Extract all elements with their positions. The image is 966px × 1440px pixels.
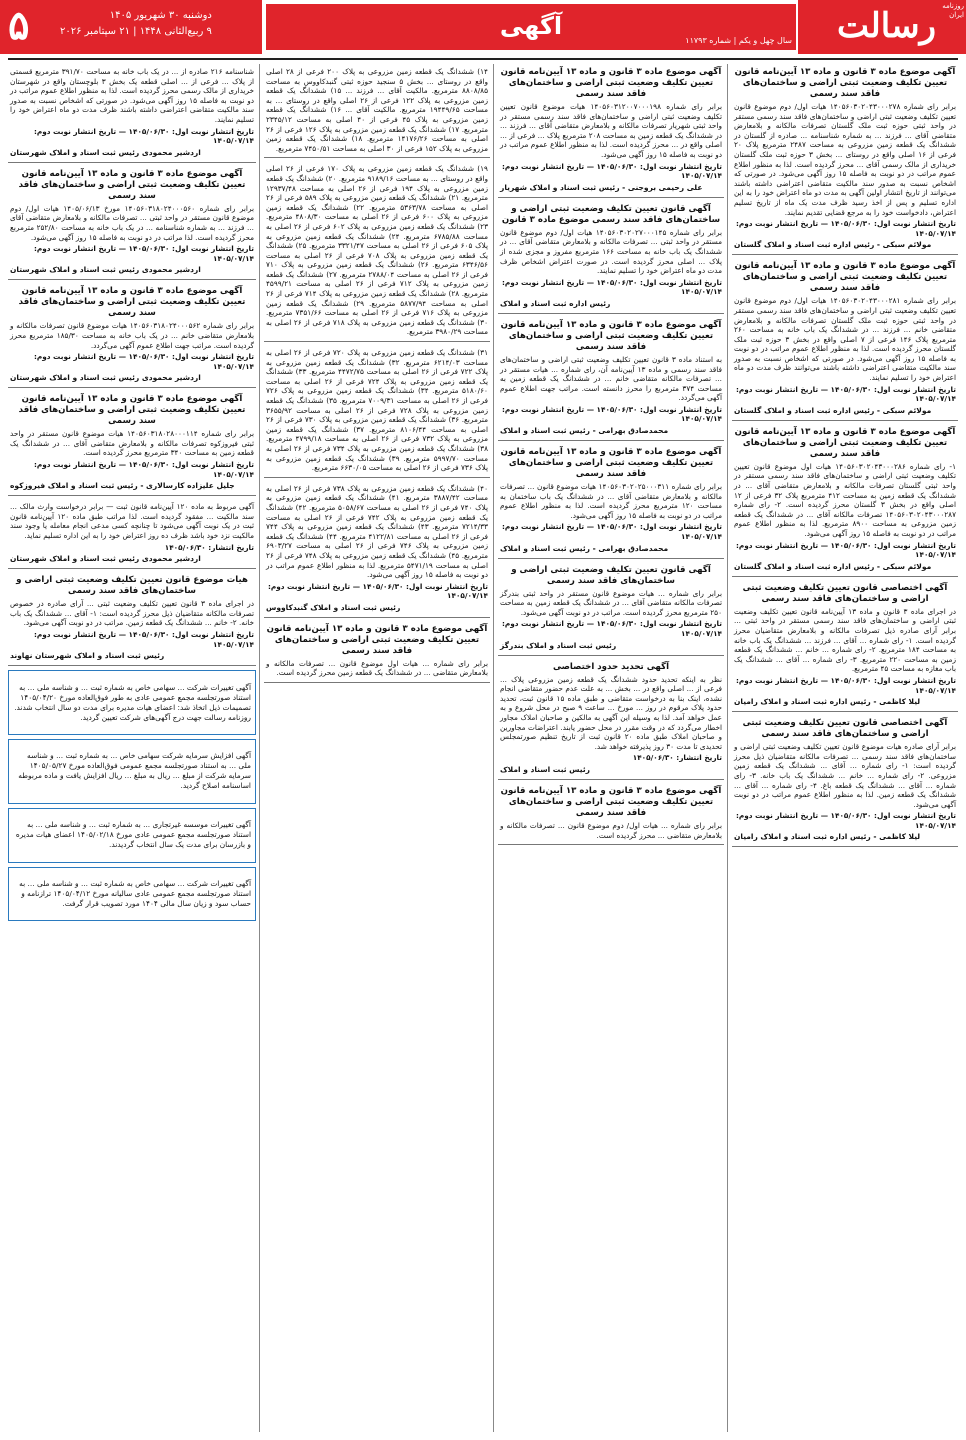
- notice-signature: رئیس ثبت اسناد و املاک: [500, 764, 590, 774]
- legal-notice: [264, 161, 490, 342]
- notice-body: نظر به اینکه تحدید حدود ششدانگ یک قطعه زمین مزروعی پلاک ... فرعی از ... اصلی واقع در ... بخش ... به علت عدم حضور متقاضی انجام نشده، اینک بنا به درخواست متقاضی و طبق ماده ۱۵ قانون ثبت، تحدید حدود پلاک مرقوم در روز ... مورخ ... ساعت ۹ صبح در محل شروع و به عمل خواهد آمد. لذا به وسیله این آگهی به مالکین و صاحبان املاک مجاور اخطار می‌گردد که در وقت مقرر در محل حضور یابند. اعتراضات مجاورین و صاحبان املاک طبق ماده ۲۰ قانون ثبت از تاریخ تنظیم صورتمجلس تحدیدی تا مدت ۳۰ روز پذیرفته خواهد شد.: [500, 674, 722, 751]
- year-issue: سال چهل و یکم | شماره ۱۱۷۹۳: [685, 36, 792, 45]
- notice-dates: تاریخ انتشار نوبت اول: ۱۴۰۵/۰۶/۳۰ — تاریخ انتشار نوبت دوم: ۱۴۰۵/۰۷/۱۴: [267, 581, 488, 601]
- legal-notice: [498, 444, 724, 559]
- notice-title: آگهی موضوع ماده ۳ قانون و ماده ۱۳ آیین‌نامه قانون تعیین تکلیف وضعیت ثبتی اراضی و ساختمان‌های فاقد سند رسمی: [266, 623, 488, 656]
- company-notice-box: [8, 670, 256, 735]
- notice-body: برابر رای شماره ... هیات اول موضوع قانون ... تصرفات مالکانه و بلامعارض متقاضی ... در ششدانگ یک قطعه زمین محرز گردیده است.: [266, 658, 488, 678]
- legal-notice: [498, 562, 724, 656]
- notice-body: برابر رای شماره ۱۴۰۵۶۰۳۱۸۰۲۸۰۰۰۱۱۴ هیات موضوع قانون مستقر در واحد ثبتی فیروزکوه تصرفات مالکانه و بلامعارض متقاضی آقای ... در ششدانگ یک قطعه زمین به مساحت ۳۴۰ مترمربع محرز گردیده است.: [10, 429, 255, 458]
- notice-body: در اجرای ماده ۳ قانون تعیین تکلیف وضعیت ثبتی ... آرای صادره در خصوص تصرفات مالکانه متقاضیان ذیل محرز گردیده است: ۱- آقای ... ششدانگ یک باب خانه. ۲- خانم ... ششدانگ یک قطعه زمین. مراتب در دو نوبت آگهی می‌شود.: [10, 599, 254, 628]
- notice-signature: مولائم سبکی - رئیس اداره ثبت اسناد و املاک گلستان: [734, 405, 932, 415]
- company-notice-box: [8, 739, 256, 804]
- notice-dates: تاریخ انتشار نوبت اول: ۱۴۰۵/۰۶/۳۰ — تاریخ انتشار نوبت دوم: ۱۴۰۵/۰۷/۱۴: [501, 522, 722, 542]
- legal-notice: [264, 481, 490, 618]
- issue-info-block: [0, 0, 262, 54]
- notice-title: آگهی موضوع ماده ۳ قانون و ماده ۱۳ آیین‌نامه قانون تعیین تکلیف وضعیت ثبتی اراضی و ساختمان‌های فاقد سند رسمی: [500, 319, 722, 352]
- legal-notice: [498, 317, 724, 441]
- notice-body: ۳۱) ششدانگ یک قطعه زمین مزروعی به پلاک ۷۲۰ فرعی از ۲۶ اصلی به مساحت ۶۲۱۴/۰۳ مترمربع. ۳۲) ششدانگ یک قطعه زمین مزروعی به پلاک ۷۲۲ فرعی از ۲۶ اصلی به مساحت ۴۴۷۲/۷۵ مترمربع. ۳۳) ششدانگ یک قطعه زمین مزروعی به پلاک ۷۲۴ فرعی از ۲۶ اصلی به مساحت ۵۱۸۰/۶۰ مترمربع. ۳۴) ششدانگ یک قطعه زمین مزروعی به پلاک ۷۲۶ فرعی از ۲۶ اصلی به مساحت ۷۰۰۹/۳۱ مترمربع. ۳۵) ششدانگ یک قطعه زمین مزروعی به پلاک ۷۲۸ فرعی از ۲۶ اصلی به مساحت ۳۶۵۵/۹۲ مترمربع. ۳۶) ششدانگ یک قطعه زمین مزروعی به پلاک ۷۳۰ فرعی از ۲۶ اصلی به مساحت ۸۱۰۶/۴۴ مترمربع. ۳۷) ششدانگ یک قطعه زمین مزروعی به پلاک ۷۳۲ فرعی از ۲۶ اصلی به مساحت ۴۷۹۹/۱۸ مترمربع. ۳۸) ششدانگ یک قطعه زمین مزروعی به پلاک ۷۳۴ فرعی از ۲۶ اصلی به مساحت ۵۹۹۷/۷۰ مترمربع. ۳۹) ششدانگ یک قطعه زمین مزروعی به پلاک ۷۳۶ فرعی از ۲۶ اصلی به مساحت ۶۶۳۰/۰۵ مترمربع.: [266, 348, 489, 473]
- notice-dates: تاریخ انتشار: ۱۴۰۵/۰۶/۳۰: [632, 753, 722, 763]
- legal-notice: [264, 64, 490, 158]
- notice-body: برابر رای شماره ۱۴۰۵۶۰۳۱۲۰۰۷۰۰۰۱۹۸ هیات موضوع قانون تعیین تکلیف وضعیت ثبتی اراضی و ساختمان‌های فاقد سند رسمی مستقر در واحد ثبتی شهریار تصرفات مالکانه و بلامعارض متقاضی آقای ... فرزند ... در ششدانگ یک قطعه زمین به مساحت ۲۰۸ مترمربع پلاک ... فرعی از ... اصلی واقع در ... محرز گردیده است. لذا به منظور اطلاع عموم مراتب در دو نوبت به فاصله ۱۵ روز آگهی می‌شود.: [500, 102, 722, 159]
- logo-small-2: ایران: [949, 11, 964, 19]
- company-notice-box: [8, 867, 256, 922]
- notice-body: شناسنامه ۲۱۶ صادره از ... در یک باب خانه به مساحت ۳۹۱/۷۰ مترمربع قسمتی از پلاک ... فرعی از ... اصلی قطعه یک بخش ۳ بلوچستان واقع در شهرستان خریداری از مالک رسمی محرز گردیده است. لذا به منظور اطلاع عموم مراتب در دو نوبت به فاصله ۱۵ روز آگهی می‌شود. در صورتی که اشخاص نسبت به صدور سند مالکیت متقاضی اعتراضی داشته باشند ظرف مدت دو ماه اعتراض خود را تسلیم نمایند.: [10, 67, 255, 124]
- notice-body: برابر رای شماره ... هیات اول/ دوم موضوع قانون ... تصرفات مالکانه و بلامعارض متقاضی ... محرز گردیده است.: [500, 820, 722, 840]
- legal-notice: [8, 283, 256, 388]
- legal-notice: [732, 424, 958, 577]
- notice-title: آگهی موضوع ماده ۳ قانون و ماده ۱۳ آیین‌نامه قانون تعیین تکلیف وضعیت ثبتی اراضی و ساختمان‌های فاقد سند رسمی: [500, 447, 722, 480]
- notice-body: ۱۹) ششدانگ یک قطعه زمین مزروعی به پلاک ۱۷۰ فرعی از ۲۶ اصلی واقع در روستای ... به مساحت ۹۱۸۹/۱۶ مترمربع. ۲۰) ششدانگ یک قطعه زمین مزروعی به پلاک ۱۹۴ فرعی از ۲۶ اصلی به مساحت ۱۲۹۳۷/۴۸ مترمربع. ۲۱) ششدانگ یک قطعه زمین مزروعی به پلاک ۵۸۹ فرعی از ۲۶ اصلی به مساحت ۵۳۶۳/۷۸ مترمربع. ۲۲) ششدانگ یک قطعه زمین مزروعی به پلاک ۶۰۰ فرعی از ۲۶ اصلی به مساحت ۴۸۰۸/۳۰ مترمربع. ۲۳) ششدانگ یک قطعه زمین مزروعی به پلاک ۶۰۲ فرعی از ۲۶ اصلی به مساحت ۶۷۸۵/۸۸ مترمربع. ۲۴) ششدانگ یک قطعه زمین مزروعی به پلاک ۶۰۵ فرعی از ۲۶ اصلی به مساحت ۳۳۲۱/۴۷ مترمربع. ۲۵) ششدانگ یک قطعه زمین مزروعی به پلاک ۷۰۸ فرعی از ۲۶ اصلی به مساحت ۶۳۴۶/۵۶ مترمربع. ۲۶) ششدانگ یک قطعه زمین مزروعی به پلاک ۷۱۰ فرعی از ۲۶ اصلی به مساحت ۲۷۸۸/۰۴ مترمربع. ۲۷) ششدانگ یک قطعه زمین مزروعی به پلاک ۷۱۲ فرعی از ۲۶ اصلی به مساحت ۴۵۹۹/۲۱ مترمربع. ۲۸) ششدانگ یک قطعه زمین مزروعی به پلاک ۷۱۴ فرعی از ۲۶ اصلی به مساحت ۵۸۷۷/۹۴ مترمربع. ۲۹) ششدانگ یک قطعه زمین مزروعی به پلاک ۷۱۶ فرعی از ۲۶ اصلی به مساحت ۷۳۵۱/۶۶ مترمربع. ۳۰) ششدانگ یک قطعه زمین مزروعی به پلاک ۷۱۸ فرعی از ۲۶ اصلی به مساحت ۳۹۸۰/۲۹ مترمربع.: [266, 164, 489, 337]
- notice-body: برابر رای شماره ۱۴۰۵۶۰۳۰۲۰۴۳۰۰۰۲۷۸ هیات اول/ دوم موضوع قانون تعیین تکلیف وضعیت ثبتی اراضی و ساختمان‌های فاقد سند رسمی مستقر در واحد ثبتی حوزه ثبت ملک گلستان تصرفات مالکانه و بلامعارض متقاضی آقای ... فرزند ... به شماره شناسنامه ... صادره از گلستان در ششدانگ یک قطعه زمین مزروعی به مساحت ۲۴۸۷ مترمربع پلاک ۲۰ فرعی از ۱۶ اصلی واقع در روستای ... بخش ۳ حوزه ثبت ملک گلستان خریداری از مالک رسمی آقای ... محرز گردیده است. لذا به منظور اطلاع عموم مراتب در دو نوبت به فاصله ۱۵ روز آگهی می‌شود. در صورتی که اشخاص نسبت به صدور سند مالکیت متقاضی اعتراضی داشته باشند می‌توانند از تاریخ انتشار اولین آگهی به مدت دو ماه اعتراض خود را به این اداره تسلیم و پس از اخذ رسید ظرف مدت یک ماه از تاریخ تسلیم اعتراض، دادخواست خود را به مرجع قضایی تقدیم نمایند.: [734, 102, 957, 217]
- notice-body: برابر رای شماره ۱۴۰۵۶۰۳۰۲۰۲۷۰۰۰۱۴۵ هیات اول/ دوم موضوع قانون مستقر در واحد ثبتی ... تصرفات مالکانه و بلامعارض متقاضی آقای ... در ششدانگ یک باب خانه به مساحت ۱۶۶ مترمربع مفروز و مجزی شده از پلاک ... اصلی محرز گردیده است. در صورت اعتراض اشخاص ظرف مدت دو ماه اعتراض خود را تسلیم نمایند.: [500, 227, 723, 276]
- notice-signature: رئیس اداره ثبت اسناد و املاک: [500, 298, 611, 308]
- notice-signature: اردشیر محمودی رئیس ثبت اسناد و املاک شهرستان: [10, 373, 201, 383]
- notice-dates: تاریخ انتشار نوبت اول: ۱۴۰۵/۰۶/۳۰ — تاریخ انتشار نوبت دوم: ۱۴۰۵/۰۷/۱۴: [501, 161, 722, 181]
- company-notice-box: [8, 808, 256, 863]
- notice-signature: لیلا کاظمی - رئیس اداره ثبت اسناد و املاک رامیان: [734, 832, 921, 842]
- notice-title: آگهی موضوع ماده ۳ قانون و ماده ۱۳ آیین‌نامه قانون تعیین تکلیف وضعیت ثبتی اراضی و ساختمان‌های فاقد سند رسمی: [18, 286, 246, 319]
- notice-signature: مولائم سبکی - رئیس اداره ثبت اسناد و املاک گلستان: [734, 561, 932, 571]
- notice-dates: تاریخ انتشار نوبت اول: ۱۴۰۵/۰۶/۳۰ — تاریخ انتشار نوبت دوم: ۱۴۰۵/۰۷/۱۴: [735, 219, 956, 238]
- column-2: [498, 64, 724, 1432]
- company-notice-text: آگهی تغییرات موسسه غیرتجاری ... به شماره ثبت ... و شناسه ملی ... به استناد صورتجلسه مجمع عمومی عادی مورخ ۱۴۰۵/۰۲/۱۸ اعضای هیات مدیره و بازرسان برای مدت یک سال انتخاب گردیدند.: [15, 820, 251, 850]
- notice-body: برابر رای شماره ۱۴۰۵۶۰۳۰۲۰۲۵۰۰۰۳۱۱ هیات موضوع قانون ... تصرفات مالکانه و بلامعارض متقاضی آقای ... در ششدانگ یک باب ساختمان به مساحت ۱۲۰ مترمربع محرز گردیده است. لذا به منظور اطلاع عموم مراتب در دو نوبت به فاصله ۱۵ روز آگهی می‌شود.: [500, 482, 722, 520]
- notice-dates: تاریخ انتشار نوبت اول: ۱۴۰۵/۰۶/۳۰ — تاریخ انتشار نوبت دوم: ۱۴۰۵/۰۷/۱۴: [735, 384, 956, 404]
- newspaper-logo: رسالت: [836, 6, 936, 46]
- notice-signature: اردشیر محمودی رئیس ثبت اسناد و املاک شهرستان: [10, 265, 201, 275]
- legal-notice: [8, 391, 256, 496]
- notice-dates: تاریخ انتشار نوبت اول: ۱۴۰۵/۰۶/۳۰ — تاریخ انتشار نوبت دوم: ۱۴۰۵/۰۷/۱۴: [33, 244, 254, 263]
- notice-body: ۴۰) ششدانگ یک قطعه زمین مزروعی به پلاک ۷۳۸ فرعی از ۲۶ اصلی به مساحت ۳۸۸۷/۴۲ مترمربع. ۴۱) ششدانگ یک قطعه زمین مزروعی به پلاک ۷۴۰ فرعی از ۲۶ اصلی به مساحت ۵۰۵۸/۶۷ مترمربع. ۴۲) ششدانگ یک قطعه زمین مزروعی به پلاک ۷۴۲ فرعی از ۲۶ اصلی به مساحت ۷۲۱۴/۳۳ مترمربع. ۴۳) ششدانگ یک قطعه زمین مزروعی به پلاک ۷۴۴ فرعی از ۲۶ اصلی به مساحت ۴۱۲۲/۸۱ مترمربع. ۴۴) ششدانگ یک قطعه زمین مزروعی به پلاک ۷۴۶ فرعی از ۲۶ اصلی به مساحت ۶۹۰۳/۲۷ مترمربع. ۴۵) ششدانگ یک قطعه زمین مزروعی به پلاک ۷۴۸ فرعی از ۲۶ اصلی به مساحت ۵۴۷۱/۱۹ مترمربع. لذا به منظور اطلاع عموم مراتب در دو نوبت به فاصله ۱۵ روز آگهی می‌شود.: [266, 483, 489, 580]
- column-1: [732, 64, 958, 1432]
- notice-body: برابر رای شماره ۱۴۰۵۶۰۳۱۸۰۲۴۰۰۰۵۶۲ هیات موضوع قانون تصرفات مالکانه و بلامعارض متقاضی خانم ... در یک باب خانه به مساحت ۱۸۵/۳۰ مترمربع محرز گردیده است. مراتب جهت اطلاع عموم آگهی می‌گردد.: [10, 321, 255, 350]
- issue-dates: [60, 8, 212, 40]
- notice-title: آگهی اختصاصی قانون تعیین تکلیف وضعیت ثبتی اراضی و ساختمان‌های فاقد سند رسمی: [742, 582, 948, 604]
- notice-title: آگهی قانون تعیین تکلیف وضعیت ثبتی اراضی و ساختمان‌های فاقد سند رسمی موضوع ماده ۳ قانون: [501, 203, 721, 225]
- column-4: [8, 64, 256, 1432]
- notice-signature: رئیس ثبت اسناد و املاک گنبدکاووس: [266, 602, 401, 612]
- column-3: [264, 64, 490, 1432]
- column-divider: [259, 64, 260, 1432]
- notice-signature: اردشیر محمودی رئیس ثبت اسناد و املاک شهرستان: [10, 147, 201, 157]
- notice-signature: اردشیر محمودی رئیس ثبت اسناد و املاک شهرستان: [10, 554, 201, 564]
- notice-signature: محمدصادق بهرامی - رئیس ثبت اسناد و املاک: [500, 426, 669, 436]
- logo-small-1: روزنامه: [942, 2, 964, 10]
- notice-signature: مولائم سبکی - رئیس اداره ثبت اسناد و املاک گلستان: [734, 240, 932, 250]
- notice-body: آگهی مربوط به ماده ۱۲۰ آیین‌نامه قانون ثبت — برابر درخواست وارث مالک ... سند مالکیت ... مفقود گردیده است. لذا مراتب طبق ماده ۱۲۰ آیین‌نامه قانون ثبت در یک نوبت آگهی می‌شود تا چنانچه کسی مدعی انجام معامله یا وجود سند مالکیت نزد خود باشد ظرف ده روز اعتراض خود را به این اداره تسلیم نماید.: [10, 502, 254, 541]
- notice-body: به استناد ماده ۳ قانون تعیین تکلیف وضعیت ثبتی اراضی و ساختمان‌های فاقد سند رسمی و ماده ۱۳ آیین‌نامه آن، رای شماره ... هیات مستقر در ... تصرفات مالکانه متقاضی خانم ... در ششدانگ یک قطعه زمین به مساحت ۳۷۴ مترمربع را محرز دانسته است. مراتب جهت اطلاع عموم آگهی می‌گردد.: [500, 354, 723, 403]
- notice-title: آگهی موضوع ماده ۳ قانون و ماده ۱۳ آیین‌نامه قانون تعیین تکلیف وضعیت ثبتی اراضی و ساختمان‌های فاقد سند رسمی: [18, 168, 246, 201]
- notice-title: آگهی اختصاصی قانون تعیین تکلیف وضعیت ثبتی اراضی و ساختمان‌های فاقد سند رسمی: [742, 718, 948, 740]
- notice-dates: تاریخ انتشار نوبت اول: ۱۴۰۵/۰۶/۳۰ — تاریخ انتشار نوبت دوم: ۱۴۰۵/۰۷/۱۴: [33, 460, 254, 479]
- ad-columns: [8, 64, 958, 1432]
- notice-title: آگهی موضوع ماده ۳ قانون و ماده ۱۳ آیین‌نامه قانون تعیین تکلیف وضعیت ثبتی اراضی و ساختمان‌های فاقد سند رسمی: [734, 261, 956, 294]
- notice-signature: محمدصادق بهرامی - رئیس ثبت اسناد و املاک: [500, 543, 669, 553]
- notice-dates: تاریخ انتشار: ۱۴۰۵/۰۶/۳۰: [164, 542, 254, 552]
- legal-notice: [8, 572, 256, 666]
- legal-notice: [732, 580, 958, 712]
- section-title: آگهی: [499, 12, 563, 40]
- masthead-rule: [8, 58, 958, 60]
- legal-notice: [732, 64, 958, 255]
- company-notice-text: آگهی تغییرات شرکت ... سهامی خاص به شماره ثبت ... و شناسه ملی ... به استناد صورتجلسه مجمع عمومی عادی به طور فوق‌العاده مورخ ۱۴۰۵/۰۴/۲۰ تصمیمات ذیل اتخاذ شد: اعضای هیات مدیره برای مدت دو سال انتخاب شدند. روزنامه رسالت جهت درج آگهی‌های شرکت تعیین گردید.: [14, 682, 251, 722]
- notice-dates: تاریخ انتشار نوبت اول: ۱۴۰۵/۰۶/۳۰ — تاریخ انتشار نوبت دوم: ۱۴۰۵/۰۷/۱۴: [33, 630, 254, 649]
- notice-body: برابر رای شماره ... هیات موضوع قانون مستقر در واحد ثبتی بندرگز تصرفات مالکانه متقاضی آقای ... در ششدانگ یک قطعه زمین به مساحت ۲۵۰ مترمربع محرز گردیده است. مراتب در دو نوبت آگهی می‌شود.: [500, 588, 722, 617]
- notice-title: هیات موضوع قانون تعیین تکلیف وضعیت ثبتی اراضی و ساختمان‌های فاقد سند رسمی: [16, 575, 248, 597]
- column-divider: [727, 64, 728, 1432]
- notice-body: ۱۴) ششدانگ یک قطعه زمین مزروعی به پلاک ۲۰۰ فرعی از ۲۸ اصلی واقع در روستای ... بخش ۵ سنجید حوزه ثبتی گنبدکاووس به مساحت ۸۸۰۸/۸۵ مترمربع. مالکیت آقای ... فرزند ... ۱۵) ششدانگ یک قطعه زمین مزروعی به پلاک ۱۲۲ فرعی از ۲۶ اصلی واقع در روستای ... به مساحت ۱۹۴۴۹/۶۵ مترمربع. مالکیت آقای ... ۱۶) ششدانگ یک قطعه زمین مزروعی به پلاک ۴۵ فرعی از ۴۰ اصلی به مساحت ۲۳۴۵/۱۲ مترمربع. ۱۷) ششدانگ یک قطعه زمین مزروعی به پلاک ۱۲۶ فرعی از ۲۶ اصلی به مساحت ۱۴۱۷۶/۲۶ مترمربع. ۱۸) ششدانگ یک قطعه زمین مزروعی به پلاک ۱۵۲ فرعی از ۳۰ اصلی به مساحت ۷۴۵۰/۵۱ مترمربع.: [266, 67, 488, 153]
- notice-body: برابر رای شماره ۱۴۰۵۶۰۳۰۲۰۴۳۰۰۰۲۸۱ هیات اول/ دوم موضوع قانون تعیین تکلیف وضعیت ثبتی اراضی و ساختمان‌های فاقد سند رسمی مستقر در واحد ثبتی حوزه ثبت ملک گلستان تصرفات مالکانه و بلامعارض متقاضی خانم ... فرزند ... در ششدانگ یک باب خانه به مساحت ۲۶۰ مترمربع پلاک ۱۴۶ فرعی از ۷ اصلی واقع در بخش ۳ حوزه ثبت ملک گلستان محرز گردیده است. لذا به منظور اطلاع عموم مراتب در دو نوبت به فاصله ۱۵ روز آگهی می‌شود. در صورتی که اشخاص نسبت به صدور سند مالکیت متقاضی اعتراضی داشته باشند می‌توانند ظرف مدت دو ماه اعتراض خود را تسلیم نمایند.: [734, 296, 957, 383]
- legal-notice: [8, 499, 256, 569]
- legal-notice: [498, 64, 724, 198]
- notice-dates: تاریخ انتشار نوبت اول: ۱۴۰۵/۰۶/۳۰ — تاریخ انتشار نوبت دوم: ۱۴۰۵/۰۷/۱۴: [33, 126, 254, 146]
- notice-dates: تاریخ انتشار نوبت اول: ۱۴۰۵/۰۶/۳۰ — تاریخ انتشار نوبت دوم: ۱۴۰۵/۰۷/۱۴: [735, 675, 956, 695]
- company-notice-text: آگهی تغییرات شرکت ... سهامی خاص به شماره ثبت ... و شناسه ملی ... به استناد صورتجلسه مجمع عمومی عادی سالیانه مورخ ۱۴۰۵/۰۴/۱۲ ترازنامه و حساب سود و زیان سال مالی ۱۴۰۴ مورد تصویب قرار گرفت.: [19, 878, 251, 908]
- notice-signature: لیلا کاظمی - رئیس اداره ثبت اسناد و املاک رامیان: [734, 697, 921, 707]
- date-persian: دوشنبه ۳۰ شهریور ۱۴۰۵: [109, 10, 212, 21]
- notice-title: آگهی موضوع ماده ۳ قانون و ماده ۱۳ آیین‌نامه قانون تعیین تکلیف وضعیت ثبتی اراضی و ساختمان‌های فاقد سند رسمی: [734, 426, 956, 459]
- notice-signature: رئیس ثبت اسناد و املاک شهرستان نهاوند: [10, 651, 165, 661]
- legal-notice: [8, 166, 256, 281]
- legal-notice: [264, 345, 490, 478]
- notice-title: آگهی قانون تعیین تکلیف وضعیت ثبتی اراضی و ساختمان‌های فاقد سند رسمی: [511, 564, 711, 586]
- legal-notice: [264, 621, 490, 683]
- date-hijri-gregorian: ۹ ربیع‌الثانی ۱۴۴۸ | ۲۱ سپتامبر ۲۰۲۶: [60, 26, 212, 37]
- notice-dates: تاریخ انتشار نوبت اول: ۱۴۰۵/۰۶/۳۰ — تاریخ انتشار نوبت دوم: ۱۴۰۵/۰۷/۱۴: [735, 811, 956, 830]
- legal-notice: [498, 783, 724, 845]
- notice-body: برابر رای شماره ۱۴۰۵۶۰۳۱۸۰۲۴۰۰۰۵۶۰ مورخ ۱۴۰۵/۰۶/۱۳ هیات اول/ دوم موضوع قانون مستقر در واحد ثبتی ... تصرفات مالکانه و بلامعارض متقاضی آقای ... فرزند ... به شماره شناسنامه ... در یک باب خانه به مساحت ۲۵۲/۸۰ مترمربع محرز گردیده است. لذا مراتب در دو نوبت به فاصله ۱۵ روز آگهی می‌شود.: [10, 203, 255, 242]
- company-notice-text: آگهی افزایش سرمایه شرکت سهامی خاص ... به شماره ثبت ... و شناسه ملی ... به استناد صورتجلسه مجمع عمومی فوق‌العاده مورخ ۱۴۰۵/۰۵/۲۷ سرمایه شرکت از مبلغ ... ریال به مبلغ ... ریال افزایش یافت و ماده مربوطه اساسنامه اصلاح گردید.: [18, 751, 251, 791]
- legal-notice: [732, 258, 958, 421]
- logo-small: [938, 2, 964, 32]
- notice-title: آگهی موضوع ماده ۳ قانون و ماده ۱۳ آیین‌نامه قانون تعیین تکلیف وضعیت ثبتی اراضی و ساختمان‌های فاقد سند رسمی: [18, 394, 246, 427]
- notice-signature: علی رحیمی بروجنی - رئیس ثبت اسناد و املاک شهریار: [500, 182, 703, 192]
- masthead: [0, 0, 966, 54]
- notice-title: آگهی تحدید حدود اختصاصی: [552, 661, 670, 672]
- notice-signature: رئیس ثبت اسناد و املاک بندرگز: [500, 640, 617, 650]
- legal-notice: [732, 715, 958, 847]
- notice-dates: تاریخ انتشار نوبت اول: ۱۴۰۵/۰۶/۳۰ — تاریخ انتشار نوبت دوم: ۱۴۰۵/۰۷/۱۴: [735, 540, 956, 560]
- notice-title: آگهی موضوع ماده ۳ قانون و ماده ۱۳ آیین‌نامه قانون تعیین تکلیف وضعیت ثبتی اراضی و ساختمان‌های فاقد سند رسمی: [734, 67, 956, 99]
- notice-dates: تاریخ انتشار نوبت اول: ۱۴۰۵/۰۶/۳۰ — تاریخ انتشار نوبت دوم: ۱۴۰۵/۰۷/۱۴: [501, 277, 722, 297]
- notice-body: ۱- رای شماره ۱۴۰۵۶۰۳۰۲۰۴۳۰۰۰۲۸۶ هیات اول موضوع قانون تعیین تکلیف وضعیت ثبتی اراضی و ساختمان‌های فاقد سند رسمی مستقر در واحد ثبتی گلستان تصرفات مالکانه و بلامعارض متقاضی آقای ... در ششدانگ یک قطعه زمین به مساحت ۴۱۲ مترمربع پلاک ۳۲ فرعی از ۱۲ اصلی واقع در بخش ۳ گلستان محرز گردیده است. ۲- رای شماره ۱۴۰۵۶۰۳۰۲۰۴۳۰۰۰۲۸۷ تصرفات مالکانه آقای ... در ششدانگ یک قطعه زمین مزروعی به مساحت ۸۹۰۰ مترمربع. لذا به منظور اطلاع عموم مراتب در دو نوبت به فاصله ۱۵ روز آگهی می‌شود.: [734, 461, 956, 538]
- notice-dates: تاریخ انتشار نوبت اول: ۱۴۰۵/۰۶/۳۰ — تاریخ انتشار نوبت دوم: ۱۴۰۵/۰۷/۱۴: [501, 619, 722, 638]
- notice-dates: تاریخ انتشار نوبت اول: ۱۴۰۵/۰۶/۳۰ — تاریخ انتشار نوبت دوم: ۱۴۰۵/۰۷/۱۴: [501, 404, 722, 424]
- page-number: ۵: [8, 2, 30, 49]
- notice-dates: تاریخ انتشار نوبت اول: ۱۴۰۵/۰۶/۳۰ — تاریخ انتشار نوبت دوم: ۱۴۰۵/۰۷/۱۴: [33, 352, 254, 371]
- notice-body: در اجرای ماده ۳ قانون و ماده ۱۳ آیین‌نامه قانون تعیین تکلیف وضعیت ثبتی اراضی و ساختمان‌های فاقد سند رسمی مستقر در واحد ثبتی ... برابر آرای صادره ذیل تصرفات مالکانه و بلامعارض متقاضیان محرز گردیده است. ۱- رای شماره ... آقای ... فرزند ... ششدانگ یک باب خانه به مساحت ۱۸۴ مترمربع. ۲- رای شماره ... خانم ... ششدانگ یک قطعه زمین به مساحت ۲۲۰ مترمربع. ۳- رای شماره ... آقای ... ششدانگ یک باب مغازه به مساحت ۴۵ مترمربع.: [734, 606, 957, 674]
- column-divider: [493, 64, 494, 1432]
- legal-notice: [498, 659, 724, 780]
- notice-title: آگهی موضوع ماده ۳ قانون و ماده ۱۳ آیین‌نامه قانون تعیین تکلیف وضعیت ثبتی اراضی و ساختمان‌های فاقد سند رسمی: [500, 67, 722, 99]
- notice-title: آگهی موضوع ماده ۳ قانون و ماده ۱۳ آیین‌نامه قانون تعیین تکلیف وضعیت ثبتی اراضی و ساختمان‌های فاقد سند رسمی: [500, 785, 722, 818]
- notice-signature: جلیل علیزاده کارسالاری - رئیس ثبت اسناد و املاک فیروزکوه: [10, 481, 235, 491]
- legal-notice: [8, 64, 256, 163]
- notice-body: برابر آرای صادره هیات موضوع قانون تعیین تکلیف وضعیت ثبتی اراضی و ساختمان‌های فاقد سند رسمی ... تصرفات مالکانه متقاضیان ذیل محرز گردیده است: ۱- رای شماره ... آقای ... ششدانگ یک قطعه زمین مزروعی. ۲- رای شماره ... خانم ... ششدانگ یک باب خانه. ۳- رای شماره ... آقای ... ششدانگ یک قطعه باغ. ۴- رای شماره ... آقای ... ششدانگ یک قطعه زمین. لذا به منظور اطلاع عموم مراتب در دو نوبت آگهی می‌شود.: [734, 742, 956, 809]
- legal-notice: [498, 201, 724, 314]
